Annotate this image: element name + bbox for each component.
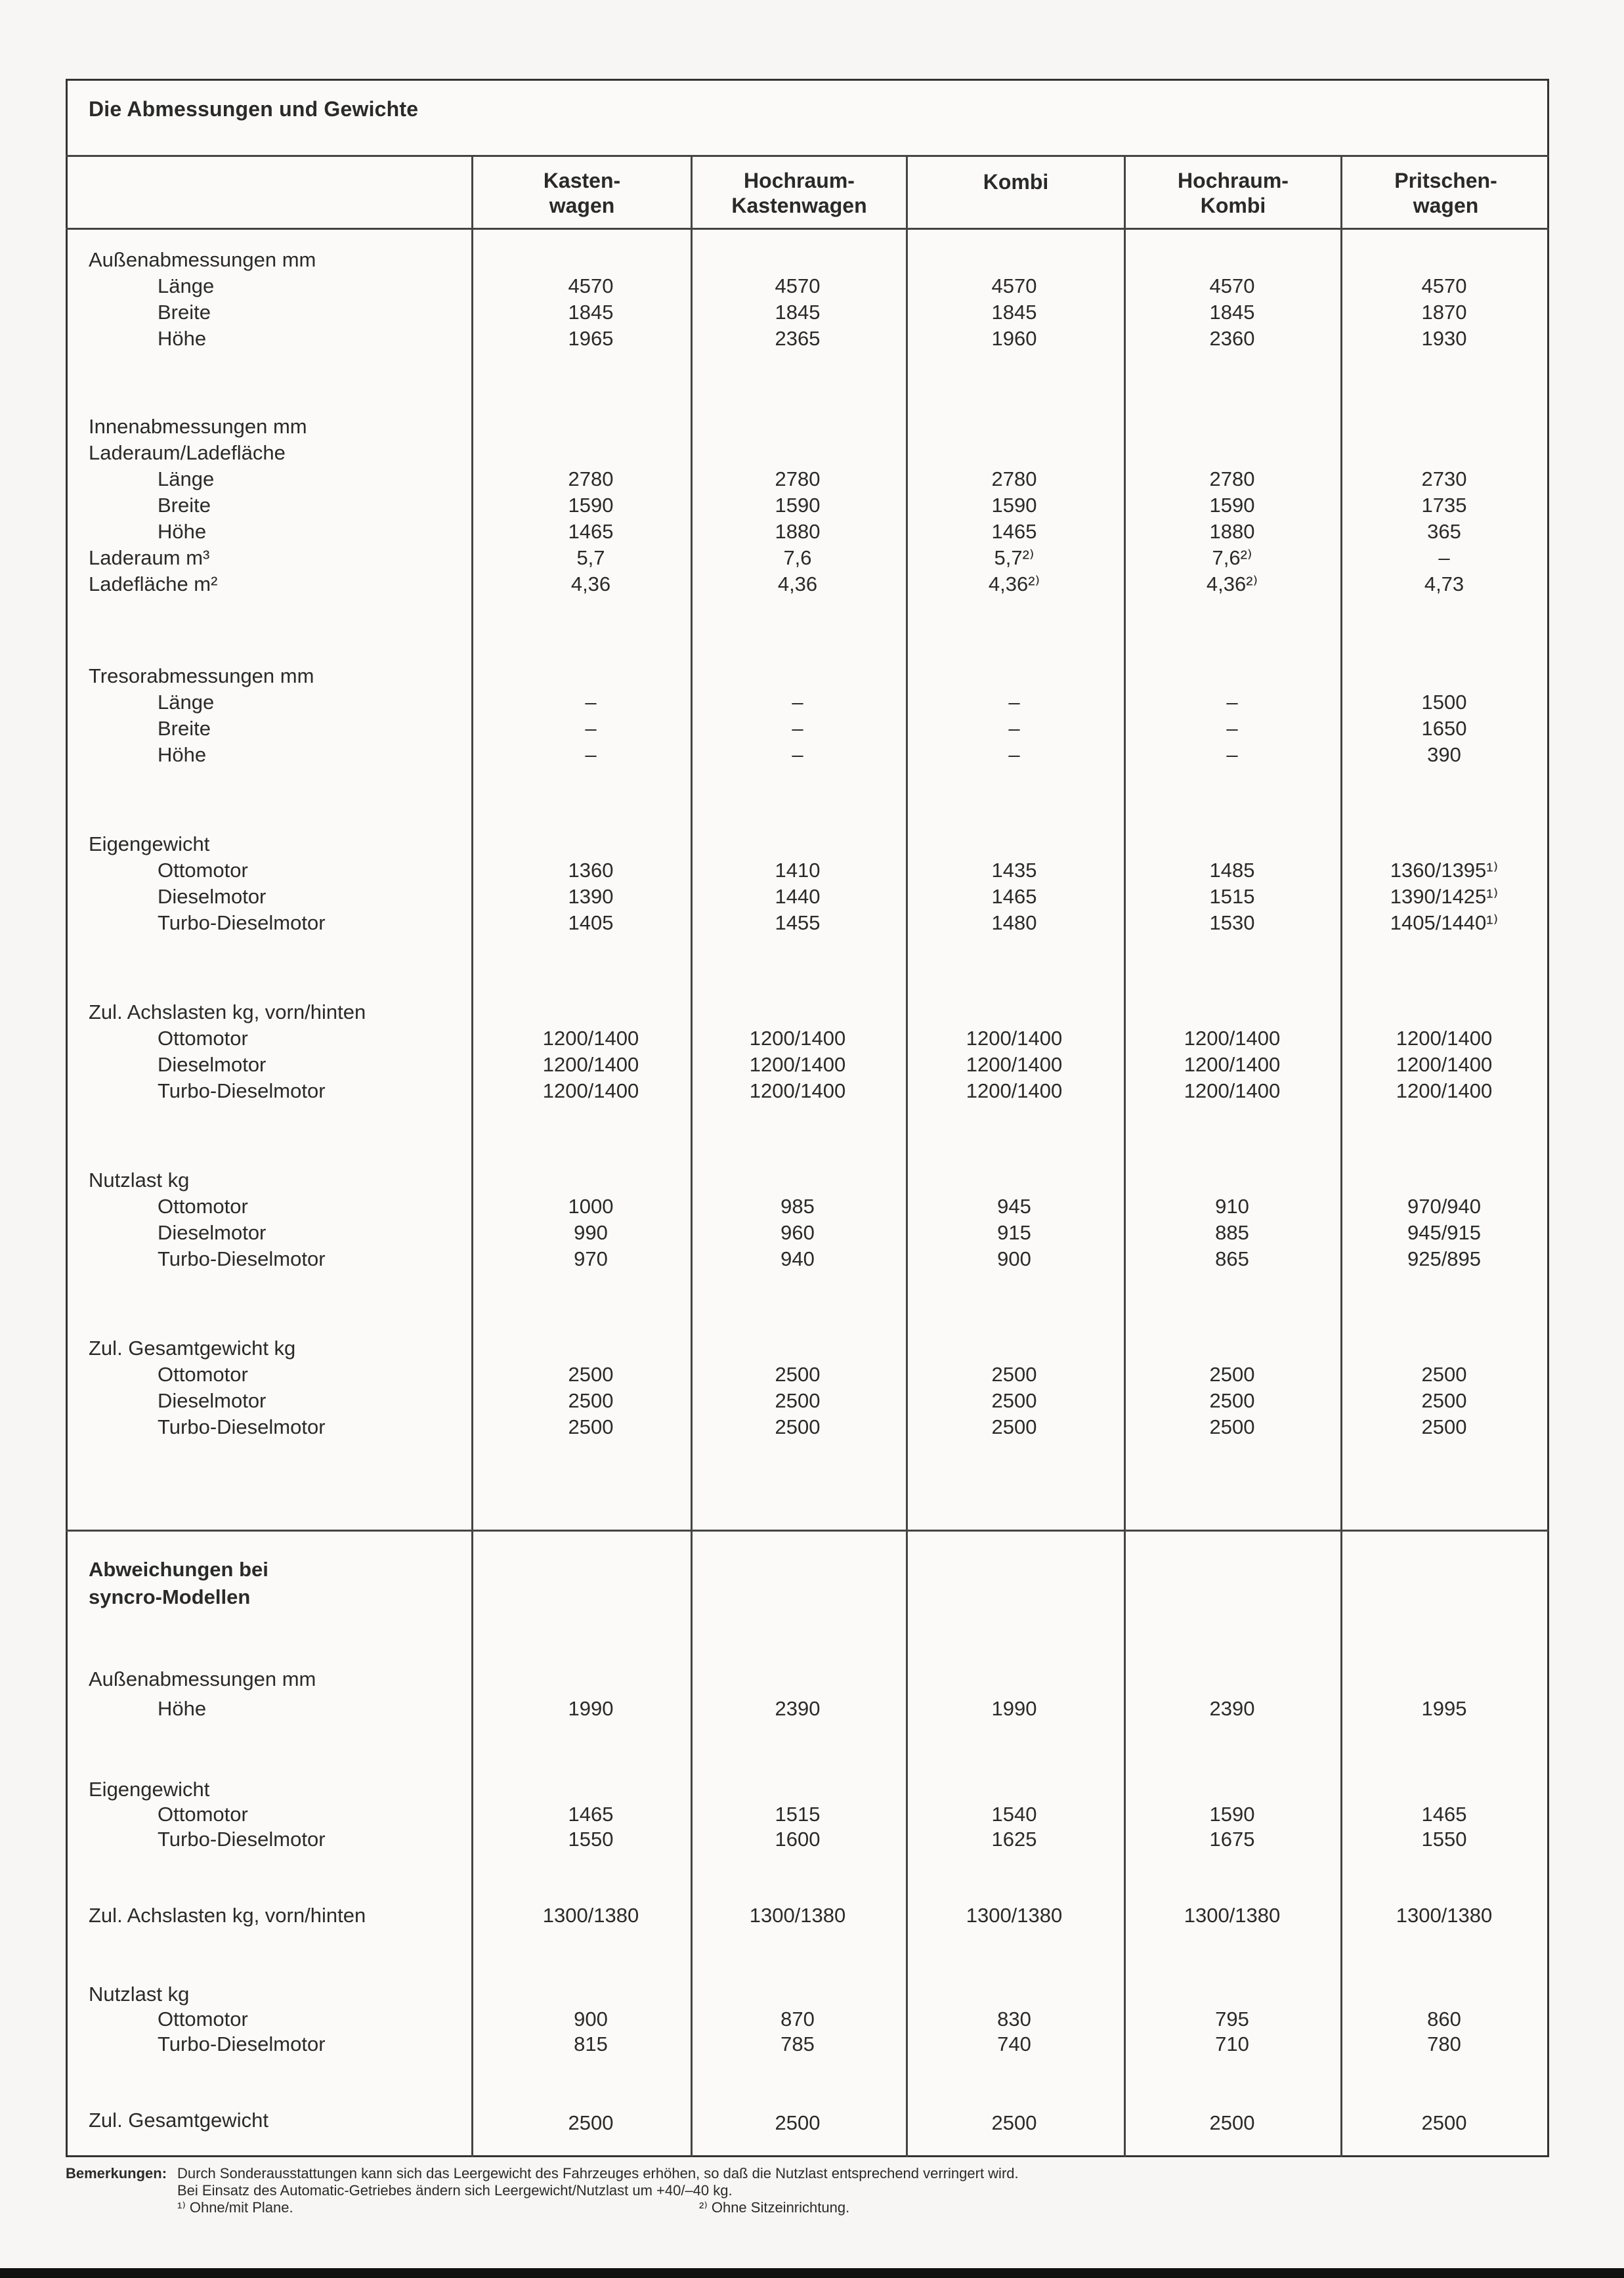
- table-cell: 1480: [991, 911, 1037, 934]
- table-cell: 1735: [1421, 494, 1467, 517]
- table-cell: 2500: [568, 1415, 614, 1438]
- table-cell: 2500: [775, 1389, 821, 1412]
- row-label: Ottomotor: [158, 2008, 248, 2031]
- section-heading: Eigengewicht: [89, 832, 210, 855]
- row-label: Breite: [158, 301, 211, 324]
- table-cell: 830: [997, 2008, 1031, 2031]
- table-cell: 2730: [1421, 467, 1467, 490]
- table-cell: 990: [574, 1221, 608, 1244]
- row-label: Höhe: [158, 327, 207, 350]
- table-cell: 1515: [775, 1803, 821, 1826]
- row-label: Dieselmotor: [158, 1389, 267, 1412]
- table-cell: 710: [1215, 2032, 1249, 2055]
- table-cell: 2365: [775, 327, 821, 350]
- table-cell: 7,6: [783, 546, 812, 569]
- table-cell: 1590: [1209, 494, 1255, 517]
- table-cell: 1845: [568, 301, 614, 324]
- table-cell: 1465: [991, 885, 1037, 908]
- table-cell: 1200/1400: [542, 1027, 639, 1050]
- table-cell: 940: [780, 1247, 815, 1270]
- table-cell: 1300/1380: [1396, 1904, 1493, 1927]
- syncro-heading: Abweichungen bei syncro-Modellen: [89, 1558, 268, 1608]
- remarks-line-1: Durch Sonderausstattungen kann sich das Leergewicht des Fahrzeuges erhöhen, so daß die Nutzlast entsprechend verringert wird.: [177, 2165, 1019, 2181]
- table-cell: 1515: [1209, 885, 1255, 908]
- table-cell: 1200/1400: [1184, 1027, 1281, 1050]
- table-cell: –: [585, 717, 597, 740]
- row-label: Turbo-Dieselmotor: [158, 1247, 326, 1270]
- table-cell: 1845: [775, 301, 821, 324]
- table-cell: 365: [1427, 520, 1461, 543]
- table-cell: 5,7: [576, 546, 605, 569]
- table-cell: 4570: [775, 274, 821, 297]
- section-heading: Zul. Achslasten kg, vorn/hinten: [89, 1000, 366, 1023]
- section-heading: Tresorabmessungen mm: [89, 664, 314, 687]
- table-cell: 2500: [991, 1415, 1037, 1438]
- table-cell: 1590: [991, 494, 1037, 517]
- table-cell: 900: [997, 1247, 1031, 1270]
- col-divider-5: [1340, 155, 1342, 2157]
- row-label: Ottomotor: [158, 1803, 248, 1826]
- table-cell: 1965: [568, 327, 614, 350]
- table-cell: 1200/1400: [1184, 1079, 1281, 1102]
- table-cell: –: [792, 717, 803, 740]
- table-cell: 390: [1427, 743, 1461, 766]
- table-cell: 1675: [1209, 1828, 1255, 1851]
- table-cell: 4570: [991, 274, 1037, 297]
- table-cell: 2500: [775, 1415, 821, 1438]
- table-cell: 2780: [775, 467, 821, 490]
- table-cell: 945/915: [1407, 1221, 1482, 1244]
- table-cell: 1870: [1421, 301, 1467, 324]
- column-header-4: Hochraum- Kombi: [1178, 169, 1289, 217]
- table-cell: 900: [574, 2008, 608, 2031]
- row-label: Länge: [158, 274, 215, 297]
- section-heading: Laderaum/Ladefläche: [89, 441, 286, 464]
- table-cell: 2500: [1209, 2111, 1255, 2134]
- page-title: Die Abmessungen und Gewichte: [89, 97, 419, 121]
- table-cell: 2500: [568, 2111, 614, 2134]
- table-cell: 1550: [568, 1828, 614, 1851]
- table-cell: 1455: [775, 911, 821, 934]
- col-divider-1: [471, 155, 473, 2157]
- table-cell: 1465: [1421, 1803, 1467, 1826]
- table-cell: 2500: [1421, 2111, 1467, 2134]
- table-cell: 1995: [1421, 1697, 1467, 1720]
- table-cell: 1960: [991, 327, 1037, 350]
- table-cell: 1360/1395¹⁾: [1390, 859, 1499, 882]
- section-heading: Zul. Gesamtgewicht kg: [89, 1337, 296, 1360]
- table-cell: 2780: [1209, 467, 1255, 490]
- table-cell: 1485: [1209, 859, 1255, 882]
- table-cell: 2500: [1421, 1363, 1467, 1386]
- table-cell: 1200/1400: [1396, 1027, 1493, 1050]
- table-cell: –: [1008, 743, 1020, 766]
- section-heading: Nutzlast kg: [89, 1983, 190, 2006]
- table-cell: 2500: [991, 2111, 1037, 2134]
- column-header-5: Pritschen- wagen: [1394, 169, 1497, 217]
- table-cell: 1390/1425¹⁾: [1390, 885, 1499, 908]
- table-cell: 1300/1380: [542, 1904, 639, 1927]
- section-heading: Nutzlast kg: [89, 1169, 190, 1192]
- row-label: Höhe: [158, 1697, 207, 1720]
- column-header-1: Kasten- wagen: [543, 169, 621, 217]
- remarks-line-2: Bei Einsatz des Automatic-Getriebes ändern sich Leergewicht/Nutzlast um +40/–40 kg.: [177, 2182, 733, 2199]
- table-cell: 740: [997, 2032, 1031, 2055]
- table-cell: –: [1438, 546, 1450, 569]
- row-label: Länge: [158, 691, 215, 714]
- row-label: Ottomotor: [158, 859, 248, 882]
- table-cell: 1550: [1421, 1828, 1467, 1851]
- row-label: Höhe: [158, 520, 207, 543]
- column-header-2: Hochraum- Kastenwagen: [731, 169, 867, 217]
- table-cell: 2780: [568, 467, 614, 490]
- title-divider: [66, 155, 1549, 157]
- section-heading: Zul. Gesamtgewicht: [89, 2109, 268, 2132]
- table-cell: 7,6²⁾: [1212, 546, 1252, 569]
- table-cell: 1540: [991, 1803, 1037, 1826]
- table-cell: 1200/1400: [749, 1053, 846, 1076]
- row-label: Dieselmotor: [158, 1221, 267, 1244]
- table-cell: 1930: [1421, 327, 1467, 350]
- table-cell: 1590: [1209, 1803, 1255, 1826]
- table-cell: 2500: [1421, 1415, 1467, 1438]
- table-cell: 985: [780, 1195, 815, 1218]
- table-cell: –: [585, 743, 597, 766]
- row-label: Turbo-Dieselmotor: [158, 1079, 326, 1102]
- table-cell: 2780: [991, 467, 1037, 490]
- table-cell: 1465: [568, 520, 614, 543]
- table-cell: 2500: [1209, 1363, 1255, 1386]
- table-cell: 780: [1427, 2032, 1461, 2055]
- section-heading: Außenabmessungen mm: [89, 1667, 316, 1690]
- syncro-divider: [66, 1530, 1549, 1532]
- row-label: Dieselmotor: [158, 1053, 267, 1076]
- table-cell: 785: [780, 2032, 815, 2055]
- table-cell: 2500: [568, 1363, 614, 1386]
- table-cell: 2500: [991, 1389, 1037, 1412]
- section-heading: Eigengewicht: [89, 1778, 210, 1801]
- table-cell: 1200/1400: [1396, 1053, 1493, 1076]
- scan-edge: [0, 2268, 1624, 2278]
- table-cell: 1590: [568, 494, 614, 517]
- table-cell: –: [585, 691, 597, 714]
- table-cell: 1390: [568, 885, 614, 908]
- row-label: Laderaum m³: [89, 546, 210, 569]
- table-cell: 1200/1400: [1396, 1079, 1493, 1102]
- table-cell: 1200/1400: [542, 1053, 639, 1076]
- table-cell: 1845: [991, 301, 1037, 324]
- table-cell: 4,36: [777, 572, 818, 595]
- table-cell: 4570: [1421, 274, 1467, 297]
- row-label: Turbo-Dieselmotor: [158, 2032, 326, 2055]
- table-cell: 1000: [568, 1195, 614, 1218]
- table-cell: 1465: [991, 520, 1037, 543]
- table-cell: 1990: [991, 1697, 1037, 1720]
- table-cell: 1880: [1209, 520, 1255, 543]
- row-label: Turbo-Dieselmotor: [158, 1828, 326, 1851]
- table-cell: 910: [1215, 1195, 1249, 1218]
- table-cell: 1625: [991, 1828, 1037, 1851]
- table-cell: 1590: [775, 494, 821, 517]
- table-cell: 1650: [1421, 717, 1467, 740]
- section-heading: Außenabmessungen mm: [89, 248, 316, 271]
- table-cell: 870: [780, 2008, 815, 2031]
- table-cell: 1500: [1421, 691, 1467, 714]
- table-cell: 1200/1400: [966, 1053, 1063, 1076]
- table-cell: 925/895: [1407, 1247, 1482, 1270]
- table-cell: 970/940: [1407, 1195, 1482, 1218]
- table-cell: 1200/1400: [542, 1079, 639, 1102]
- table-cell: 1200/1400: [1184, 1053, 1281, 1076]
- table-cell: 860: [1427, 2008, 1461, 2031]
- table-cell: 1360: [568, 859, 614, 882]
- table-cell: 4,36: [570, 572, 611, 595]
- table-cell: –: [1226, 691, 1238, 714]
- table-cell: 2500: [1209, 1389, 1255, 1412]
- header-divider: [66, 228, 1549, 230]
- table-cell: 795: [1215, 2008, 1249, 2031]
- table-cell: –: [1008, 717, 1020, 740]
- col-divider-2: [691, 155, 693, 2157]
- table-cell: 970: [574, 1247, 608, 1270]
- table-cell: –: [1226, 743, 1238, 766]
- footnote-2: ²⁾ Ohne Sitzeinrichtung.: [699, 2199, 850, 2216]
- table-cell: 2500: [775, 2111, 821, 2134]
- col-divider-4: [1124, 155, 1126, 2157]
- table-cell: –: [792, 743, 803, 766]
- table-cell: 2500: [1421, 1389, 1467, 1412]
- table-cell: 4,73: [1424, 572, 1464, 595]
- table-cell: 1300/1380: [1184, 1904, 1281, 1927]
- table-cell: 915: [997, 1221, 1031, 1244]
- row-label: Höhe: [158, 743, 207, 766]
- table-cell: 1405: [568, 911, 614, 934]
- table-cell: 5,7²⁾: [994, 546, 1035, 569]
- row-label: Breite: [158, 717, 211, 740]
- row-label: Breite: [158, 494, 211, 517]
- col-divider-3: [906, 155, 908, 2157]
- table-cell: 4570: [1209, 274, 1255, 297]
- table-cell: 1845: [1209, 301, 1255, 324]
- footnote-1: ¹⁾ Ohne/mit Plane.: [177, 2199, 293, 2216]
- row-label: Dieselmotor: [158, 885, 267, 908]
- table-cell: 1465: [568, 1803, 614, 1826]
- table-cell: –: [1008, 691, 1020, 714]
- table-cell: 1200/1400: [749, 1027, 846, 1050]
- row-label: Ladefläche m²: [89, 572, 218, 595]
- table-cell: 1435: [991, 859, 1037, 882]
- row-label: Ottomotor: [158, 1027, 248, 1050]
- table-cell: 1200/1400: [966, 1027, 1063, 1050]
- table-cell: 960: [780, 1221, 815, 1244]
- table-cell: 1200/1400: [966, 1079, 1063, 1102]
- table-cell: 2360: [1209, 327, 1255, 350]
- table-cell: 1200/1400: [749, 1079, 846, 1102]
- table-cell: 4570: [568, 274, 614, 297]
- table-cell: 4,36²⁾: [988, 572, 1040, 595]
- table-cell: 2500: [568, 1389, 614, 1412]
- table-cell: 2500: [775, 1363, 821, 1386]
- table-cell: 1300/1380: [966, 1904, 1063, 1927]
- table-cell: 1600: [775, 1828, 821, 1851]
- table-cell: 1405/1440¹⁾: [1390, 911, 1499, 934]
- table-cell: 865: [1215, 1247, 1249, 1270]
- column-header-3: Kombi: [983, 170, 1049, 194]
- table-cell: 1990: [568, 1697, 614, 1720]
- table-cell: 1300/1380: [749, 1904, 846, 1927]
- table-cell: 2500: [1209, 1415, 1255, 1438]
- table-cell: 1410: [775, 859, 821, 882]
- table-cell: –: [792, 691, 803, 714]
- table-cell: 1880: [775, 520, 821, 543]
- row-label: Turbo-Dieselmotor: [158, 1415, 326, 1438]
- table-cell: 885: [1215, 1221, 1249, 1244]
- table-cell: 4,36²⁾: [1206, 572, 1258, 595]
- table-cell: 945: [997, 1195, 1031, 1218]
- table-cell: –: [1226, 717, 1238, 740]
- row-label: Ottomotor: [158, 1195, 248, 1218]
- row-label: Ottomotor: [158, 1363, 248, 1386]
- row-label: Turbo-Dieselmotor: [158, 911, 326, 934]
- table-cell: 2390: [1209, 1697, 1255, 1720]
- section-heading: Zul. Achslasten kg, vorn/hinten: [89, 1904, 366, 1927]
- remarks-label: Bemerkungen:: [66, 2165, 167, 2181]
- table-cell: 1440: [775, 885, 821, 908]
- table-cell: 2390: [775, 1697, 821, 1720]
- table-cell: 815: [574, 2032, 608, 2055]
- row-label: Länge: [158, 467, 215, 490]
- table-cell: 1530: [1209, 911, 1255, 934]
- section-heading: Innenabmessungen mm: [89, 415, 307, 438]
- table-cell: 2500: [991, 1363, 1037, 1386]
